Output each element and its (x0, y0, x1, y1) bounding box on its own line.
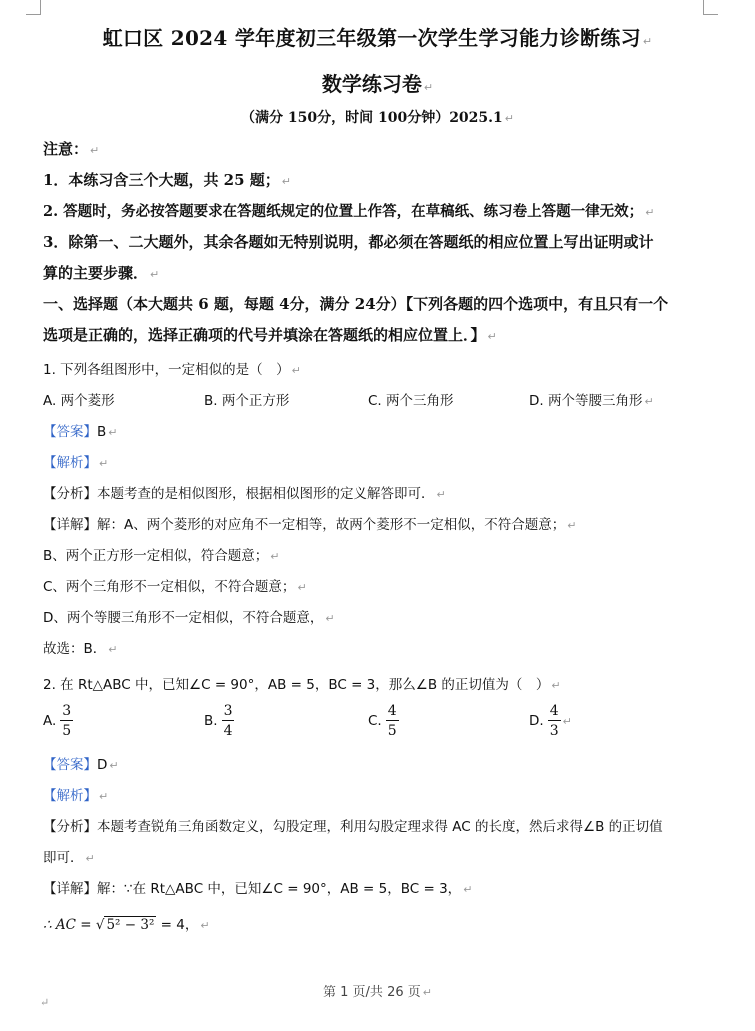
fraction: $\frac{4}{3}$ (549, 703, 559, 739)
paragraph-mark-icon: ↵ (150, 268, 160, 281)
crop-mark-top-left (26, 0, 41, 15)
paragraph-mark-icon: ↵ (108, 643, 118, 656)
section1-heading-cont: 选项是正确的，选择正确项的代号并填涂在答题纸的相应位置上．】 ↵ (43, 326, 497, 344)
q2-option-b: B. $\frac{3}{4}$ (204, 703, 233, 739)
answer-tag: 【答案】 (43, 424, 97, 440)
q2-detail-1: 【详解】解：∵在 Rt△ABC 中，已知∠C = 90°，AB = 5，BC = 3， ↵ (43, 881, 473, 897)
paragraph-mark-icon: ↵ (270, 550, 280, 563)
q2-analysis-tag: 【解析】 ↵ (43, 788, 109, 804)
notice-label: 注意： ↵ (43, 140, 100, 158)
paragraph-mark-icon: ↵ (422, 986, 432, 999)
page-title: 虹口区 2024 学年度初三年级第一次学生学习能力诊断练习 ↵ (102, 26, 653, 50)
paragraph-mark-icon: ↵ (99, 457, 109, 470)
q1-detail-3: C、两个三角形不一定相似，不符合题意； ↵ (43, 579, 307, 595)
q1-detail-4: D、两个等腰三角形不一定相似，不符合题意， ↵ (43, 610, 335, 626)
page-subtitle: 数学练习卷 ↵ (321, 72, 434, 96)
q1-detail-2: B、两个正方形一定相似，符合题意； ↵ (43, 548, 280, 564)
paragraph-mark-icon: ↵ (562, 715, 572, 728)
paragraph-mark-icon: ↵ (99, 790, 109, 803)
notice-item-3: 3．除第一、二大题外，其余各题如无特别说明，都必须在答题纸的相应位置上写出证明或计 (43, 233, 654, 251)
q1-detail-1: 【详解】解：A、两个菱形的对应角不一定相等，故两个菱形不一定相似，不符合题意； ↵ (43, 517, 577, 533)
notice-item-2: 2. 答题时，务必按答题要求在答题纸规定的位置上作答，在草稿纸、练习卷上答题一律无效； ↵ (43, 203, 655, 220)
notice-item-3-cont: 算的主要步骤． ↵ (43, 264, 160, 282)
q1-option-b: B. 两个正方形 (204, 393, 290, 409)
q1-option-d: D. 两个等腰三角形 ↵ (529, 393, 654, 409)
paragraph-mark-icon: ↵ (567, 519, 577, 532)
q2-answer: 【答案】D ↵ (43, 757, 119, 773)
paragraph-mark-icon: ↵ (487, 330, 497, 343)
paragraph-mark-icon: ↵ (551, 679, 561, 692)
q2-analysis: 【分析】本题考查锐角三角函数定义，勾股定理，利用勾股定理求得 AC 的长度，然后求得∠B 的正切值 (43, 819, 663, 835)
q2-option-a: A. $\frac{3}{5}$ (43, 703, 72, 739)
q2-option-c: C. $\frac{4}{5}$ (368, 703, 397, 739)
fraction: $\frac{3}{5}$ (62, 703, 72, 739)
paragraph-mark-icon: ↵ (291, 364, 301, 377)
paragraph-mark-icon: ↵ (642, 35, 653, 48)
paragraph-mark-icon: ↵ (85, 852, 95, 865)
paragraph-mark-icon: ↵ (90, 144, 100, 157)
q2-analysis-cont: 即可． ↵ (43, 850, 95, 866)
paragraph-mark-icon: ↵ (297, 581, 307, 594)
paragraph-mark-icon: ↵ (281, 175, 291, 188)
paragraph-mark-icon: ↵ (325, 612, 335, 625)
section1-heading: 一、选择题（本大题共 6 题，每题 4分，满分 24分）【下列各题的四个选项中，有且只有一个 (43, 295, 669, 313)
paragraph-mark-icon: ↵ (463, 883, 473, 896)
paragraph-mark-icon: ↵ (108, 426, 118, 439)
q2-detail-2: ∴ AC = √ 5² − 3² = 4， ↵ (43, 917, 210, 933)
paragraph-mark-icon: ↵ (423, 81, 434, 94)
paragraph-mark-icon: ↵ (644, 395, 654, 408)
q2-option-d: D. $\frac{4}{3}$ ↵ (529, 703, 572, 739)
paragraph-mark-icon: ↵ (645, 206, 655, 219)
notice-item-1: 1．本练习含三个大题，共 25 题； ↵ (43, 171, 291, 189)
exam-info: （满分 150分，时间 100分钟）2025.1 ↵ (241, 110, 514, 126)
q1-analysis-tag: 【解析】 ↵ (43, 455, 109, 471)
q1-answer: 【答案】B ↵ (43, 424, 118, 440)
page-footer: 第 1 页/共 26 页 ↵ (323, 985, 432, 1000)
q1-detail-5: 故选：B． ↵ (43, 641, 118, 657)
q1-stem: 1. 下列各组图形中，一定相似的是（ ） ↵ (43, 362, 301, 378)
paragraph-mark-icon: ↵ (436, 488, 446, 501)
fraction: $\frac{3}{4}$ (223, 703, 233, 739)
q1-option-a: A. 两个菱形 (43, 393, 115, 409)
paragraph-mark-icon: ↵ (40, 996, 50, 1009)
q2-stem: 2. 在 Rt△ABC 中，已知∠C = 90°，AB = 5，BC = 3，那么∠B 的正切值为（ ） ↵ (43, 677, 561, 693)
paragraph-mark-icon: ↵ (200, 919, 210, 932)
fraction: $\frac{4}{5}$ (387, 703, 397, 739)
q1-analysis: 【分析】本题考查的是相似图形，根据相似图形的定义解答即可． ↵ (43, 486, 446, 502)
paragraph-mark-icon: ↵ (109, 759, 119, 772)
q1-option-c: C. 两个三角形 (368, 393, 454, 409)
paragraph-mark-icon: ↵ (504, 112, 514, 125)
crop-mark-top-right (703, 0, 718, 15)
